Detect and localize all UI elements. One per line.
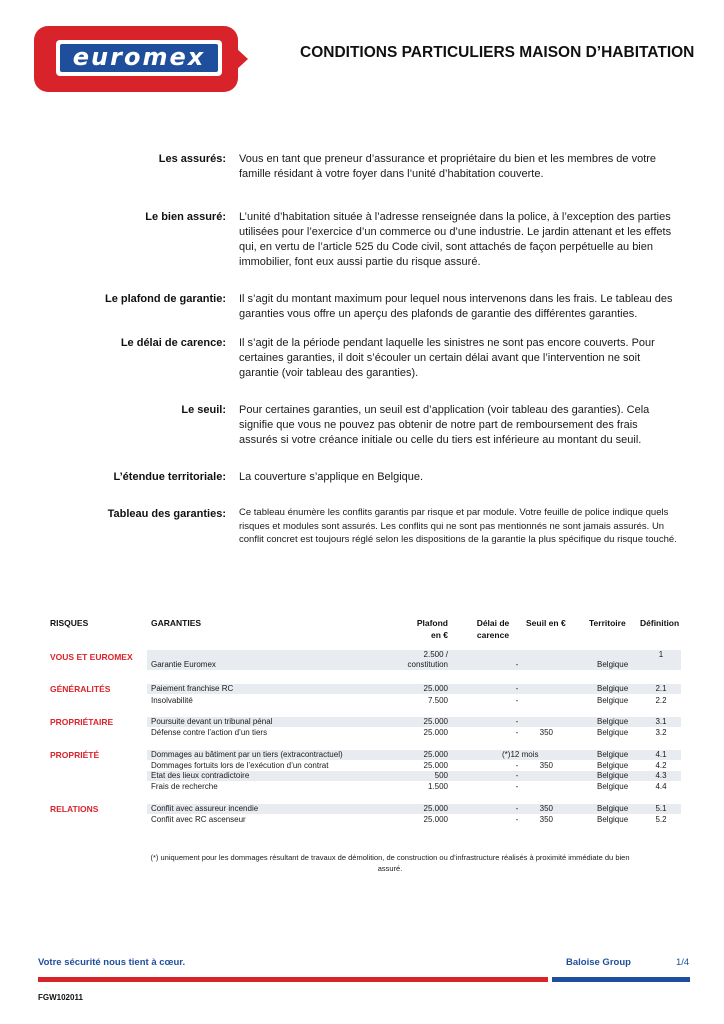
footer-bar-red: [38, 977, 548, 982]
table-row: Défense contre l’action d’un tiers 25.000 - 350 Belgique 3.2: [151, 728, 667, 737]
category-generalites: GÉNÉRALITÉS: [50, 684, 111, 694]
def-label-plafond: Le plafond de garantie:: [104, 293, 226, 305]
category-relations: RELATIONS: [50, 804, 99, 814]
th-risques: RISQUES: [50, 618, 89, 628]
th-plafond: Plafond en €: [416, 618, 448, 640]
footer-slogan: Votre sécurité nous tient à cœur.: [38, 957, 186, 968]
page-number: 1/4: [676, 957, 690, 968]
document-code: FGW102011: [38, 993, 83, 1002]
table-row: Paiement franchise RC 25.000 - Belgique 2.1: [147, 684, 681, 694]
table-row: Insolvabilité 7.500 - Belgique 2.2: [151, 696, 667, 705]
def-label-delai: Le délai de carence:: [120, 337, 226, 349]
table-row: Conflit avec RC ascenseur 25.000 - 350 Belgique 5.2: [151, 815, 667, 824]
def-label-tableau: Tableau des garanties:: [107, 508, 226, 520]
def-text-bien-assure: L’unité d’habitation située à l’adresse renseignée dans la police, à l’exception des parties utilisées pour l’exercice d’un commerce ou d’une industrie. Le jardin attenant et les effets qui, en vertu de l’article 525 du Code civil, sont attachés de façon perpétuelle au bien immobilier, font eux aussi partie du risque assuré.: [239, 211, 672, 268]
category-propriete: PROPRIÉTÉ: [50, 750, 100, 760]
table-footnote: (*) uniquement pour les dommages résultant de travaux de démolition, de construction ou d’infrastructure réalisés à proximité immédiate du bien assuré.: [150, 853, 630, 873]
th-delai: Délai de carence: [476, 618, 510, 640]
def-text-tableau: Ce tableau énumère les conflits garantis par risque et par module. Votre feuille de police indique quels risques et modules sont assurés. Les conflits qui ne sont pas mentionnés ne sont jamais assurés. Un conflit concret est toujours réglé selon les dispositions de la garantie la plus spécifique du risque touché.: [239, 507, 677, 545]
def-label-assures: Les assurés:: [158, 153, 226, 165]
table-row: Etat des lieux contradictoire 500 - Belgique 4.3: [147, 771, 681, 781]
table-row: Poursuite devant un tribunal pénal 25.000 - Belgique 3.1: [147, 717, 681, 727]
def-text-etendue: La couverture s’applique en Belgique.: [239, 471, 424, 483]
def-label-bien-assure: Le bien assuré:: [145, 211, 226, 223]
table-row: Dommages fortuits lors de l’exécution d’un contrat 25.000 - 350 Belgique 4.2: [151, 761, 667, 770]
table-row: Conflit avec assureur incendie 25.000 - 350 Belgique 5.1: [147, 804, 681, 814]
th-seuil: Seuil en €: [526, 618, 566, 628]
def-text-seuil: Pour certaines garanties, un seuil est d’application (voir tableau des garanties). Cela signifie que vous ne pouvez pas obtenir de notre part de remboursement des frais assurés si votre créance initiale ou celle du tiers est inférieure au montant du seuil.: [239, 404, 650, 446]
th-definition: Définition: [640, 618, 680, 628]
th-territoire: Territoire: [589, 618, 626, 628]
table-row: Dommages au bâtiment par un tiers (extracontractuel) 25.000 (*)12 mois Belgique 4.1: [147, 750, 681, 760]
def-text-plafond: Il s’agit du montant maximum pour lequel nous intervenons dans les frais. Le tableau des garanties vous offre un aperçu des plafonds de garantie des différentes garanties.: [239, 293, 673, 320]
footer-group: Baloise Group: [566, 957, 631, 968]
def-label-etendue: L’étendue territoriale:: [113, 471, 226, 483]
def-label-seuil: Le seuil:: [181, 404, 226, 416]
table-row: Frais de recherche 1.500 - Belgique 4.4: [151, 782, 667, 791]
euromex-logo: [34, 26, 238, 92]
def-text-assures: Vous en tant que preneur d’assurance et propriétaire du bien et les membres de votre famille résidant à votre foyer dans l’unité d’habitation couverte.: [239, 153, 657, 180]
page-title: CONDITIONS PARTICULIERS MAISON D’HABITATION: [300, 44, 695, 61]
th-garanties: GARANTIES: [151, 618, 202, 628]
def-text-delai: Il s’agit de la période pendant laquelle les sinistres ne sont pas encore couverts. Pour certaines garanties, il doit s’écouler un certain délai avant que l’intervention ne soit garantie (voir tableau des garanties).: [239, 337, 655, 379]
category-vous-et-euromex: VOUS ET EUROMEX: [50, 652, 133, 662]
table-row: Garantie Euromex 2.500 / constitution - Belgique 1: [147, 650, 681, 670]
logo-text: euromex: [72, 43, 206, 71]
footer-bar-blue: [552, 977, 690, 982]
category-proprietaire: PROPRIÉTAIRE: [50, 717, 114, 727]
